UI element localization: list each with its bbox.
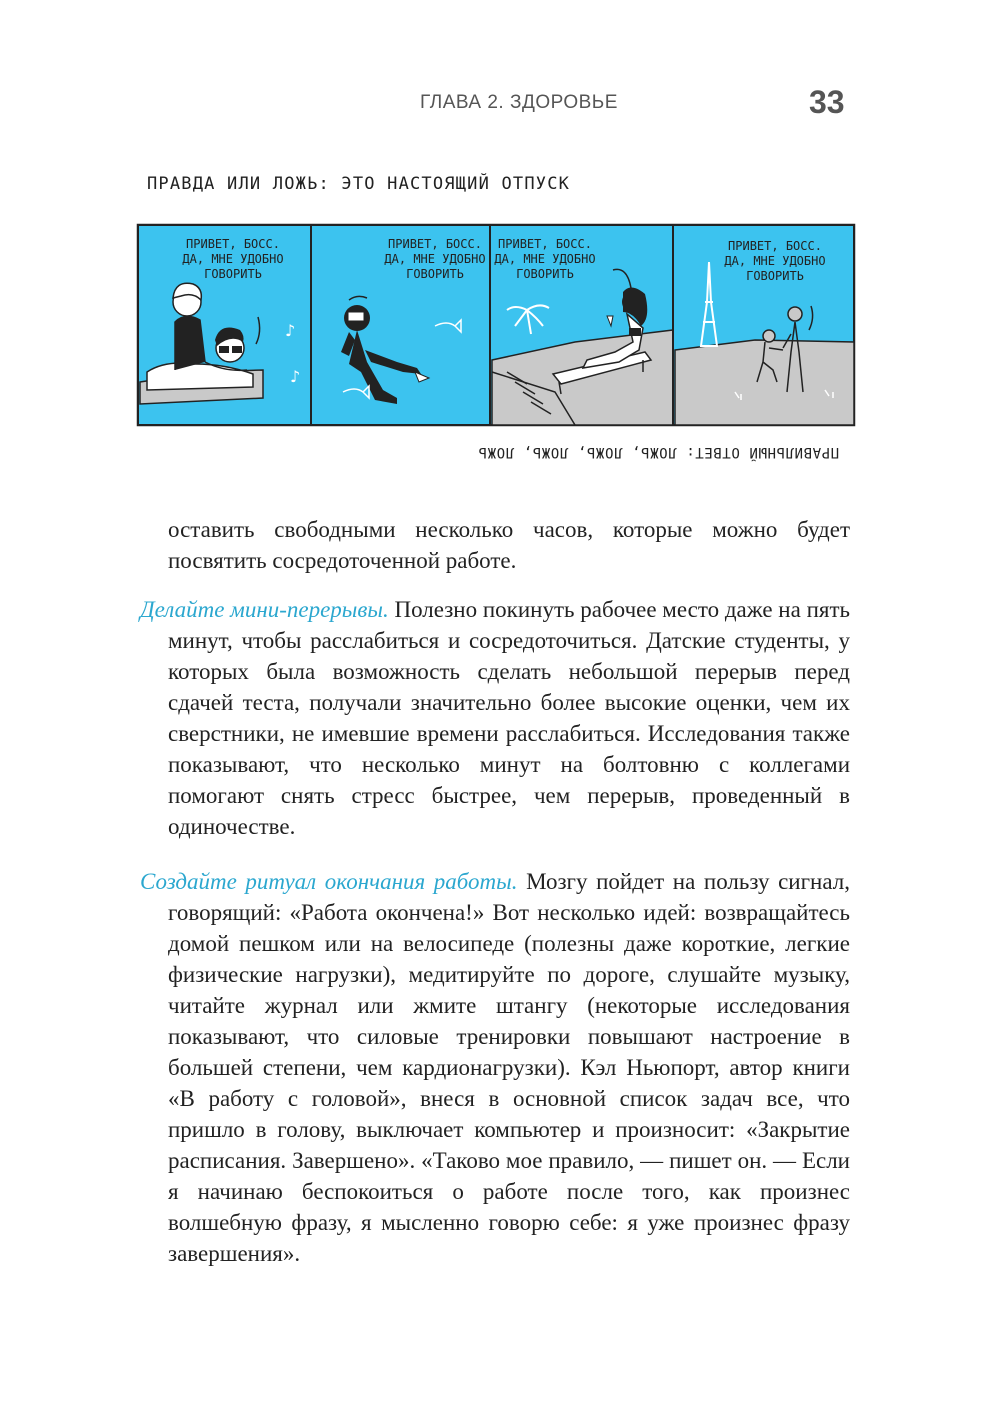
comic-title: ПРАВДА ИЛИ ЛОЖЬ: ЭТО НАСТОЯЩИЙ ОТПУСК: [147, 174, 571, 194]
svg-text:♪: ♪: [285, 321, 296, 340]
bubble-1-line-2: ДА, МНЕ УДОБНО: [182, 252, 284, 266]
bubble-1-line-1: ПРИВЕТ, БОСС.: [186, 237, 280, 251]
paragraph-mini-breaks: [140, 594, 850, 842]
comic-strip: [135, 222, 857, 430]
paragraph-mini-breaks-text: Полезно покинуть рабочее место даже на пять минут, чтобы расслабиться и сосредоточиться. Датские студенты, у которых была возможность сделать небольшой перерыв перед сдачей теста, получали значительно более высокие оценки, чем их сверстники, не имевшие времени расслабиться. Исследования также показывают, что несколько минут на болтовню с коллегами помогают снять стресс быстрее, чем перерыв, проведенный в одиночестве.: [168, 597, 851, 839]
bubble-4-line-3: ГОВОРИТЬ: [746, 269, 804, 283]
paragraph-mini-breaks-lead: Делайте мини-перерывы.: [140, 597, 389, 622]
paragraph-end-ritual: [140, 866, 850, 1269]
bubble-3-line-3: ГОВОРИТЬ: [516, 267, 574, 281]
bubble-3-line-1: ПРИВЕТ, БОСС.: [498, 237, 592, 251]
bubble-3-line-2: ДА, МНЕ УДОБНО: [494, 252, 596, 266]
comic-answer-upside-down: ПРАВИЛЬНЫЙ ОТВЕТ: ЛОЖЬ, ЛОЖЬ, ЛОЖЬ, ЛОЖЬ: [478, 444, 840, 460]
page-number: 33: [809, 84, 845, 120]
bubble-2-line-2: ДА, МНЕ УДОБНО: [384, 252, 486, 266]
bubble-2-line-3: ГОВОРИТЬ: [406, 267, 464, 281]
paragraph-end-ritual-lead: Создайте ритуал окончания работы.: [140, 869, 518, 894]
svg-text:♪: ♪: [290, 367, 301, 386]
paragraph-end-ritual-text: Мозгу пойдет на пользу сигнал, говорящий: «Работа окончена!» Вот несколько идей: возвращайтесь домой пешком или на велосипеде (полезны даже короткие, легкие физические нагрузки), медитируйте по дороге, слушайте музыку, читайте журнал или жмите штангу (некоторые исследования показывают, что силовые тренировки повышают настроение в большей степени, чем кардионагрузки). Кэл Ньюпорт, автор книги «В работу с головой», внеся в основной список задач все, что пришло в голову, выключает компьютер и произносит: «Закрытие расписания. Завершено». «Таково мое правило, — пишет он. — Если я начинаю беспокоиться о работе после того, как произнес волшебную фразу, я мысленно говорю себе: я уже произнес фразу завершения».: [168, 869, 850, 1266]
bubble-1-line-3: ГОВОРИТЬ: [204, 267, 262, 281]
bubble-4-line-1: ПРИВЕТ, БОСС.: [728, 239, 822, 253]
bubble-4-line-2: ДА, МНЕ УДОБНО: [724, 254, 826, 268]
continuation-paragraph: оставить свободными несколько часов, которые можно будет посвятить сосредоточенной работе.: [168, 517, 850, 573]
bubble-2-line-1: ПРИВЕТ, БОСС.: [388, 237, 482, 251]
running-head: ГЛАВА 2. ЗДОРОВЬЕ: [420, 92, 618, 113]
